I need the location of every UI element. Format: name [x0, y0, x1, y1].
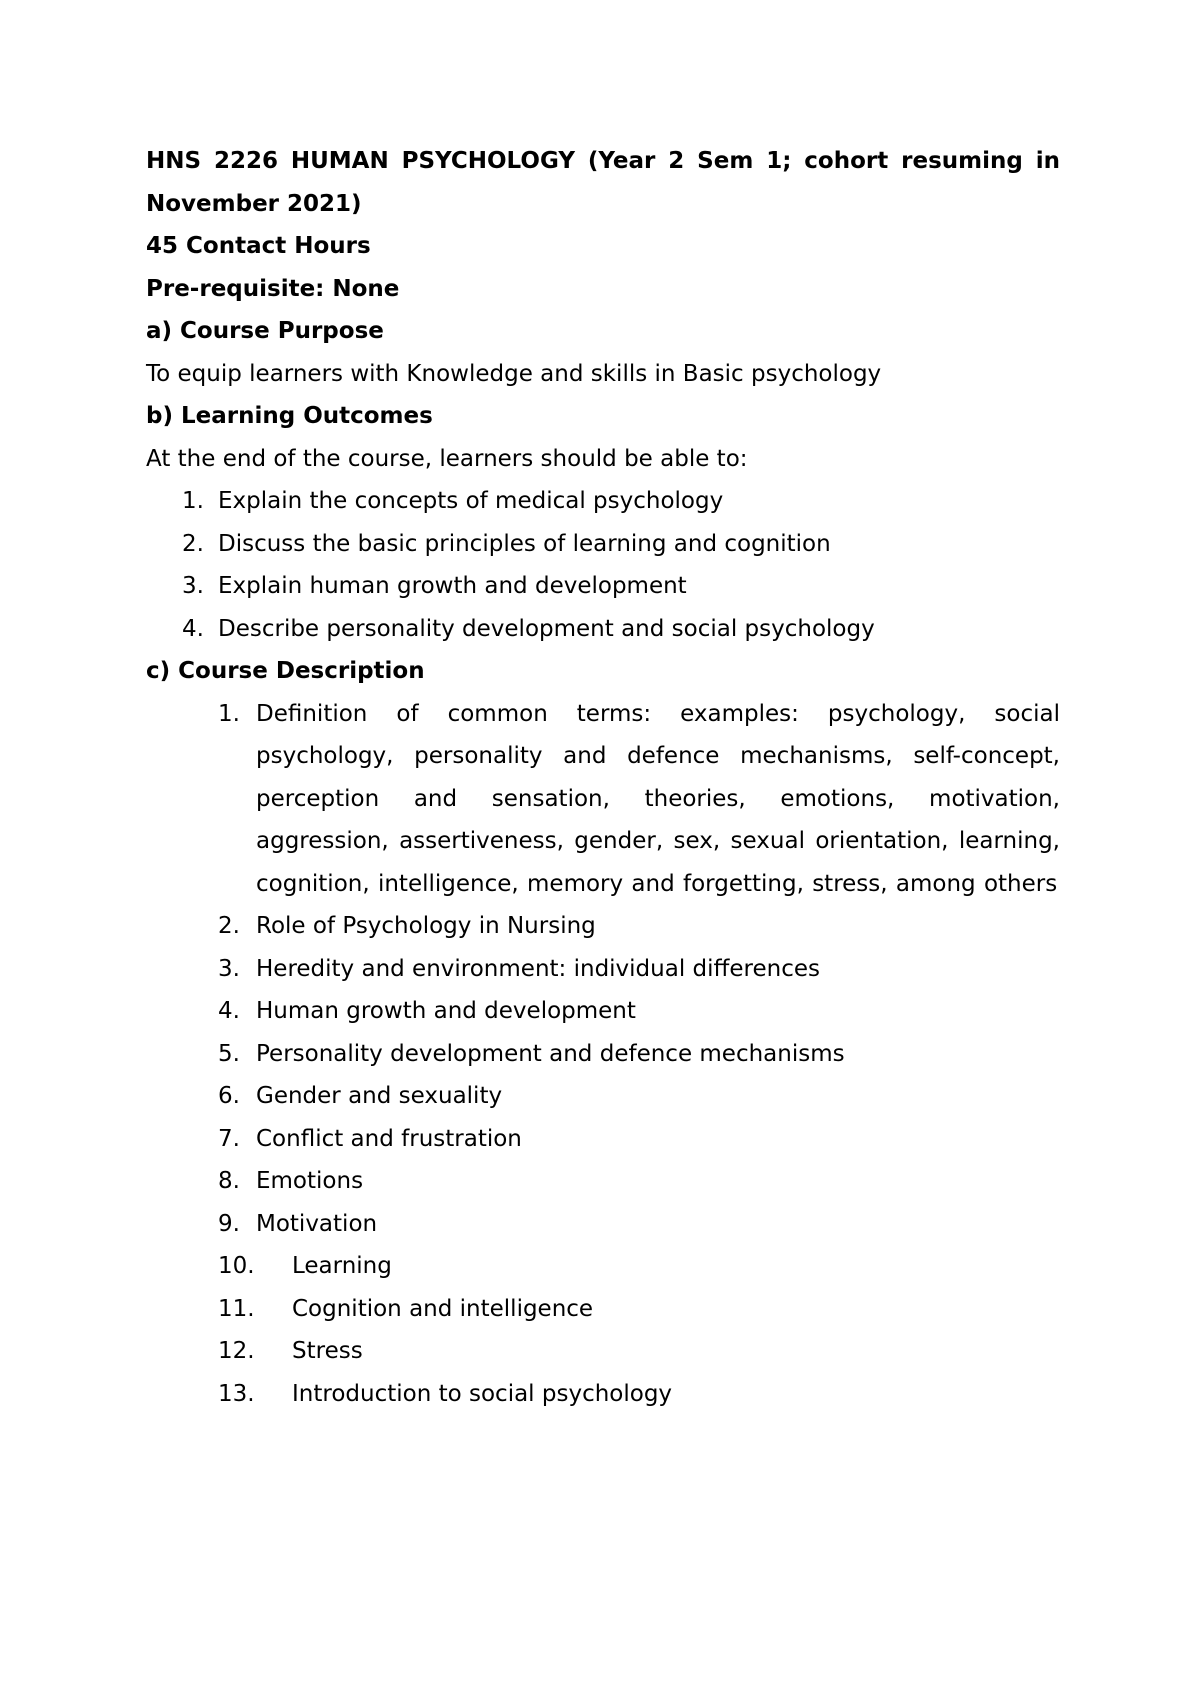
description-item — [146, 990, 1060, 1033]
description-number: 3. — [218, 955, 240, 982]
description-number: 12. — [218, 1338, 255, 1364]
description-text: Stress — [292, 1338, 363, 1364]
outcome-text: Explain the concepts of medical psychology — [218, 488, 724, 514]
outcome-number: 3. — [182, 573, 204, 599]
description-text: Heredity and environment: individual differences — [256, 955, 820, 982]
prerequisite: Pre-requisite: None — [146, 275, 400, 302]
outcome-number: 1. — [182, 488, 204, 514]
outcome-text: Describe personality development and social psychology — [218, 615, 875, 642]
outcome-item — [146, 565, 1060, 608]
description-text: Gender and sexuality — [256, 1083, 503, 1109]
description-item — [146, 693, 1060, 906]
contact-hours: 45 Contact Hours — [146, 233, 371, 259]
description-heading: c) Course Description — [146, 658, 425, 684]
description-number: 11. — [218, 1295, 255, 1322]
outcome-text: Discuss the basic principles of learning and cognition — [218, 530, 831, 557]
description-item — [146, 905, 1060, 948]
description-number: 8. — [218, 1168, 240, 1194]
description-item — [146, 1288, 1060, 1331]
outcome-text: Explain human growth and development — [218, 573, 687, 599]
purpose-heading: a) Course Purpose — [146, 318, 384, 344]
outcome-number: 2. — [182, 530, 204, 557]
description-text: Personality development and defence mechanisms — [256, 1040, 845, 1067]
outcome-item — [146, 480, 1060, 523]
description-text: Introduction to social psychology — [292, 1380, 673, 1407]
description-number: 2. — [218, 913, 240, 939]
description-item — [146, 1373, 1060, 1416]
description-text: Emotions — [256, 1168, 364, 1194]
purpose-text: To equip learners with Knowledge and skills in Basic psychology — [146, 360, 882, 387]
description-text: Definition of common terms: examples: psychology, social psychology, personality and defence mechanisms, self-concept, perception and sensation, theories, emotions, motivation, aggression, assertiveness, gender, sex, sexual orientation, learning, cognition, intelligence, memory and forgetting, stress, among others — [256, 700, 1060, 897]
outcome-item — [146, 523, 1060, 566]
outcomes-intro: At the end of the course, learners should be able to: — [146, 445, 748, 472]
outcome-item — [146, 608, 1060, 651]
description-list — [146, 693, 1060, 1416]
description-item — [146, 1160, 1060, 1203]
description-number: 6. — [218, 1083, 240, 1109]
description-text: Conflict and frustration — [256, 1125, 522, 1152]
description-item — [146, 1075, 1060, 1118]
description-item — [146, 948, 1060, 991]
description-text: Role of Psychology in Nursing — [256, 913, 596, 939]
description-item — [146, 1118, 1060, 1161]
course-title: HNS 2226 HUMAN PSYCHOLOGY (Year 2 Sem 1; cohort resuming in November 2021) — [146, 148, 1060, 217]
description-text: Cognition and intelligence — [292, 1295, 594, 1322]
description-number: 4. — [218, 998, 240, 1024]
description-item — [146, 1245, 1060, 1288]
description-number: 7. — [218, 1125, 240, 1152]
document-page — [146, 140, 1060, 1415]
description-item — [146, 1203, 1060, 1246]
description-text: Learning — [292, 1253, 392, 1279]
outcomes-heading: b) Learning Outcomes — [146, 403, 433, 429]
description-number: 5. — [218, 1040, 240, 1067]
description-number: 1. — [218, 700, 240, 727]
description-text: Motivation — [256, 1210, 378, 1237]
description-text: Human growth and development — [256, 998, 636, 1024]
description-item — [146, 1033, 1060, 1076]
outcomes-list — [146, 480, 1060, 650]
description-number: 10. — [218, 1253, 255, 1279]
outcome-number: 4. — [182, 615, 204, 642]
description-number: 13. — [218, 1380, 255, 1407]
description-item — [146, 1330, 1060, 1373]
description-number: 9. — [218, 1210, 240, 1237]
